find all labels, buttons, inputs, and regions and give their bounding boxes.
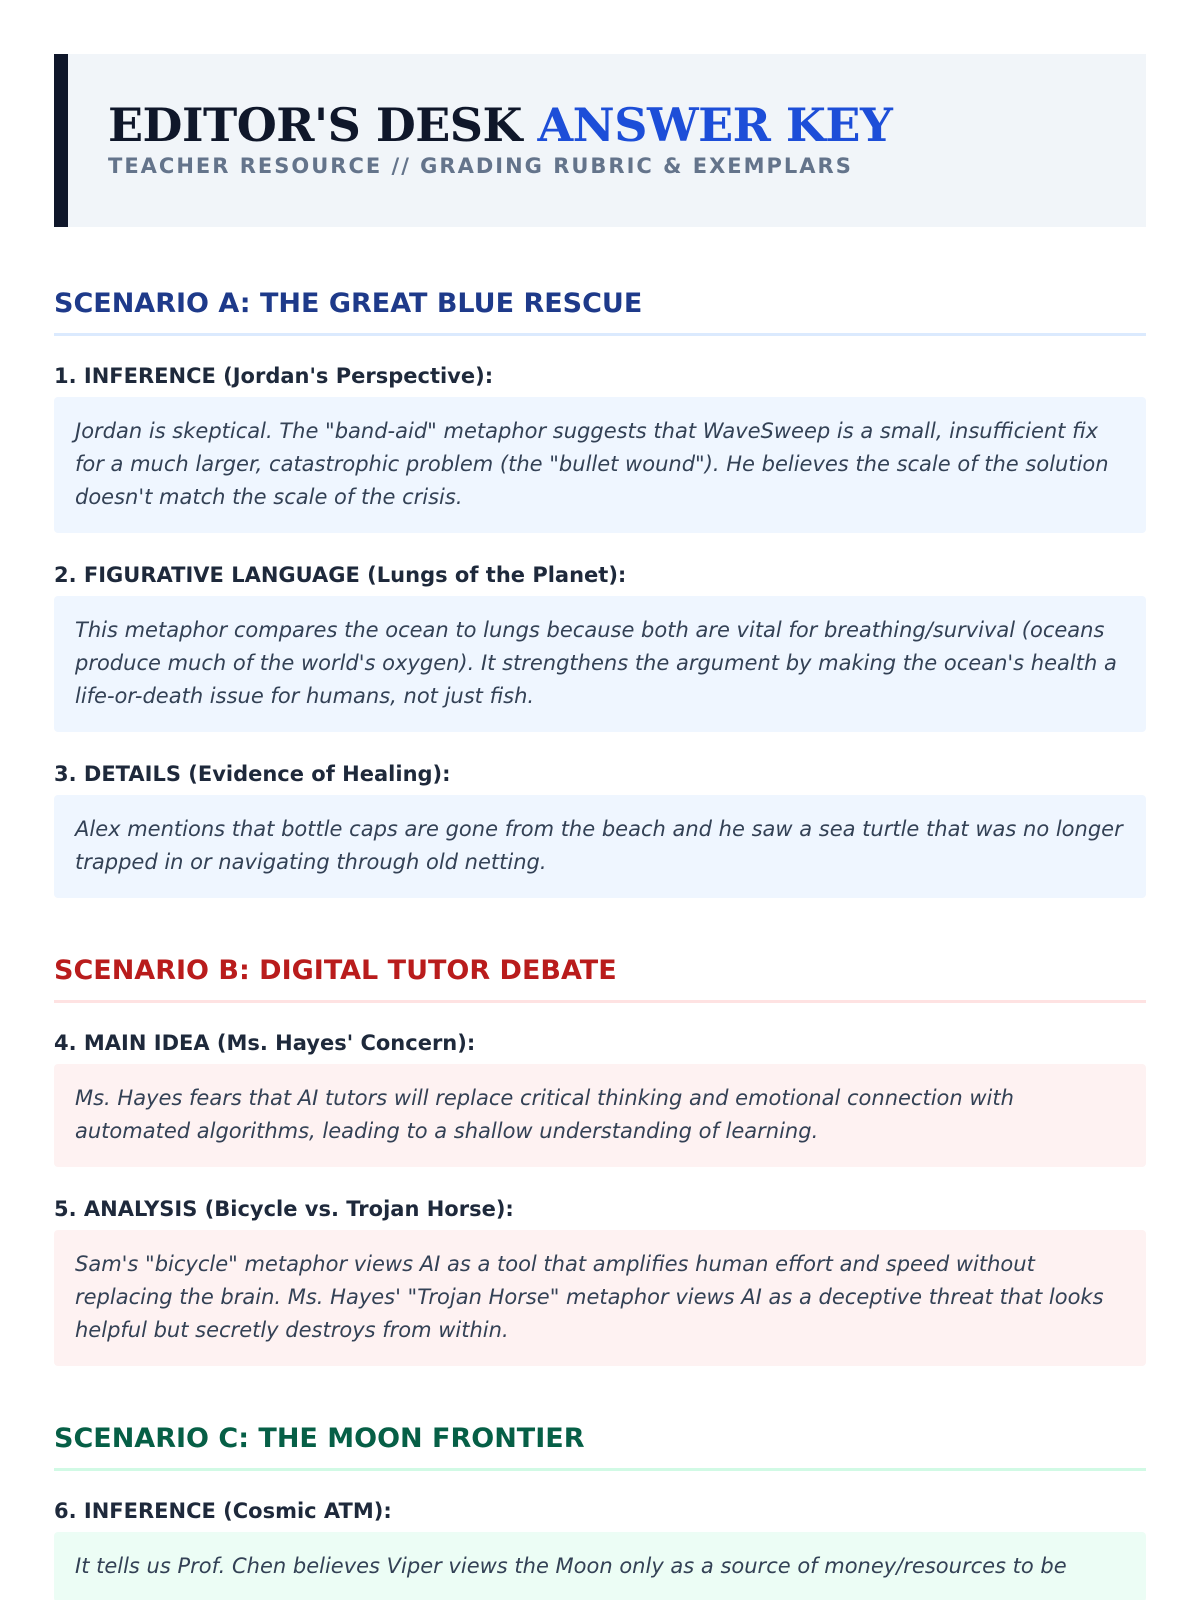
page-title — [108, 98, 1146, 152]
section-title: SCENARIO B: DIGITAL TUTOR DEBATE — [54, 954, 1146, 1003]
answer-box: It tells us Prof. Chen believes Viper views the Moon only as a source of money/resources to be — [54, 1532, 1146, 1600]
answer-box: Ms. Hayes fears that AI tutors will replace critical thinking and emotional connection with automated algorithms, leading to a shallow understanding of learning. — [54, 1064, 1146, 1167]
answer-box: This metaphor compares the ocean to lungs because both are vital for breathing/survival (oceans produce much of the world's oxygen). It strengthens the argument by making the ocean's health a life-or-death issue for humans, not just fish. — [54, 596, 1146, 732]
section-scenario-c — [54, 1422, 1146, 1600]
answer-box: Jordan is skeptical. The "band-aid" metaphor suggests that WaveSweep is a small, insufficient fix for a much larger, catastrophic problem (the "bullet wound"). He believes the scale of the solution doesn't match the scale of the crisis. — [54, 397, 1146, 533]
question-label: 2. FIGURATIVE LANGUAGE (Lungs of the Planet): — [54, 563, 627, 587]
header-banner — [54, 54, 1146, 227]
answer-box: Sam's "bicycle" metaphor views AI as a tool that amplifies human effort and speed without replacing the brain. Ms. Hayes' "Trojan Horse" metaphor views AI as a deceptive threat that looks helpful but secretly destroys from within. — [54, 1230, 1146, 1366]
page-subtitle: TEACHER RESOURCE // GRADING RUBRIC & EXEMPLARS — [108, 154, 853, 178]
question-label: 6. INFERENCE (Cosmic ATM): — [54, 1499, 392, 1523]
page-title-main: EDITOR'S DESK — [108, 98, 522, 152]
section-title: SCENARIO A: THE GREAT BLUE RESCUE — [54, 287, 1146, 336]
answer-box: Alex mentions that bottle caps are gone from the beach and he saw a sea turtle that was no longer trapped in or navigating through old netting. — [54, 795, 1146, 898]
section-title: SCENARIO C: THE MOON FRONTIER — [54, 1422, 1146, 1471]
section-scenario-b — [54, 954, 1146, 1366]
question-label: 3. DETAILS (Evidence of Healing): — [54, 762, 451, 786]
question-label: 4. MAIN IDEA (Ms. Hayes' Concern): — [54, 1031, 476, 1055]
page-title-accent: ANSWER KEY — [537, 98, 893, 152]
question-label: 5. ANALYSIS (Bicycle vs. Trojan Horse): — [54, 1197, 514, 1221]
section-scenario-a — [54, 287, 1146, 898]
question-label: 1. INFERENCE (Jordan's Perspective): — [54, 364, 494, 388]
